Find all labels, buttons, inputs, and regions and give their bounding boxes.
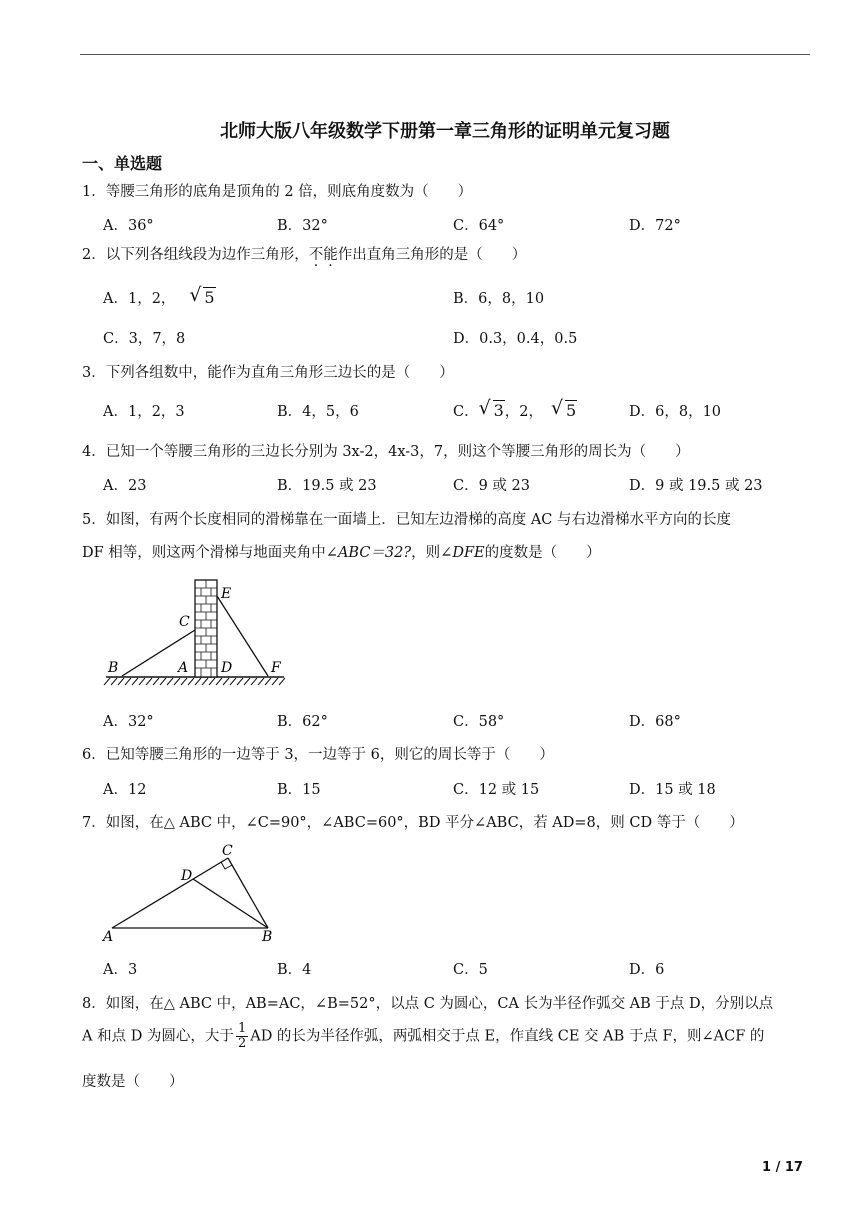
question-7-option-c: C．5	[453, 962, 488, 978]
question-4-option-d: D．9 或 19.5 或 23	[629, 478, 763, 494]
page-number: 1 / 17	[762, 1160, 803, 1175]
question-4-stem: 4．已知一个等腰三角形的三边长分别为 3x-2，4x-3，7，则这个等腰三角形的周长为（ ）	[82, 444, 690, 460]
question-1-option-b: B．32°	[277, 218, 328, 234]
ground	[104, 677, 285, 685]
fig7-label-a: A	[103, 929, 114, 945]
question-5-option-b: B．62°	[277, 714, 328, 730]
question-8-stem-line-2: A 和点 D 为圆心，大于 $\frac{1}{2}$ AD 的长为半径作弧，两弧相交于点 E，作直线 CE 交 AB 于点 F，则∠ACF 的	[82, 1021, 765, 1051]
question-4-option-c: C．9 或 23	[453, 478, 530, 494]
question-1-option-a: A．36°	[103, 218, 154, 234]
section-heading: 一、单选题	[82, 154, 163, 173]
fig5-label-c: C	[179, 614, 190, 630]
question-6-option-a: A．12	[103, 782, 147, 798]
fig5-label-f: F	[271, 660, 281, 676]
question-6-option-b: B．15	[277, 782, 321, 798]
question-3-option-b: B．4，5，6	[277, 404, 359, 420]
triangle-figure	[98, 840, 288, 948]
question-2-option-a: A．1，2， √ 5	[103, 284, 215, 307]
question-4-option-b: B．19.5 或 23	[277, 478, 377, 494]
fig5-label-a: A	[178, 660, 189, 676]
question-3-option-a: A．1，2，3	[103, 404, 185, 420]
question-5-option-a: A．32°	[103, 714, 154, 730]
document-title: 北师大版八年级数学下册第一章三角形的证明单元复习题	[220, 121, 670, 142]
fig7-label-c: C	[222, 843, 233, 859]
fig5-label-e: E	[221, 586, 232, 602]
fig7-label-b: B	[262, 929, 273, 945]
question-7-option-d: D．6	[629, 962, 665, 978]
question-3-option-c: C． √ 3，2， √ 5	[453, 397, 577, 420]
question-7-stem: 7．如图，在△ ABC 中，∠C=90°，∠ABC=60°，BD 平分∠ABC，若 AD=8，则 CD 等于（ ）	[82, 815, 744, 831]
fraction-one-half: $\frac{1}{2}$	[237, 1021, 247, 1051]
fig5-label-b: B	[108, 660, 119, 676]
header-rule	[80, 54, 810, 55]
question-2-option-c: C．3，7，8	[103, 331, 186, 347]
question-5-stem-line-2: DF 相等，则这两个滑梯与地面夹角中∠ABC＝32?，则∠DFE的度数是（ ）	[82, 545, 601, 561]
question-1-option-d: D．72°	[629, 218, 681, 234]
question-5-option-d: D．68°	[629, 714, 681, 730]
question-7-option-a: A．3	[103, 962, 138, 978]
question-5-option-c: C．58°	[453, 714, 505, 730]
question-4-option-a: A．23	[103, 478, 147, 494]
question-2-option-b: B．6，8，10	[453, 291, 545, 307]
slide-figure	[100, 574, 290, 692]
question-6-stem: 6．已知等腰三角形的一边等于 3，一边等于 6，则它的周长等于（ ）	[82, 747, 554, 763]
question-8-stem-line-1: 8．如图，在△ ABC 中，AB=AC，∠B=52°，以点 C 为圆心，CA 长为半径作弧交 AB 于点 D，分别以点	[82, 996, 774, 1012]
question-5-stem-line-1: 5．如图，有两个长度相同的滑梯靠在一面墙上．已知左边滑梯的高度 AC 与右边滑梯水平方向的长度	[82, 512, 732, 528]
question-3-option-d: D．6，8，10	[629, 404, 722, 420]
question-6-option-c: C．12 或 15	[453, 782, 540, 798]
question-1-option-c: C．64°	[453, 218, 505, 234]
fig5-label-d: D	[221, 660, 233, 676]
fig7-label-d: D	[181, 868, 193, 884]
question-2-stem: 2．以下列各组线段为边作三角形，不能作出直角三角形的是（ ）	[82, 247, 527, 263]
question-1-stem: 1．等腰三角形的底角是顶角的 2 倍，则底角度数为（ ）	[82, 184, 473, 200]
question-2-option-d: D．0.3，0.4，0.5	[453, 331, 578, 347]
question-6-option-d: D．15 或 18	[629, 782, 716, 798]
question-8-stem-line-3: 度数是（ ）	[82, 1074, 184, 1090]
brick-wall	[195, 580, 217, 677]
question-7-option-b: B．4	[277, 962, 312, 978]
question-3-stem: 3．下列各组数中，能作为直角三角形三边长的是（ ）	[82, 365, 454, 381]
